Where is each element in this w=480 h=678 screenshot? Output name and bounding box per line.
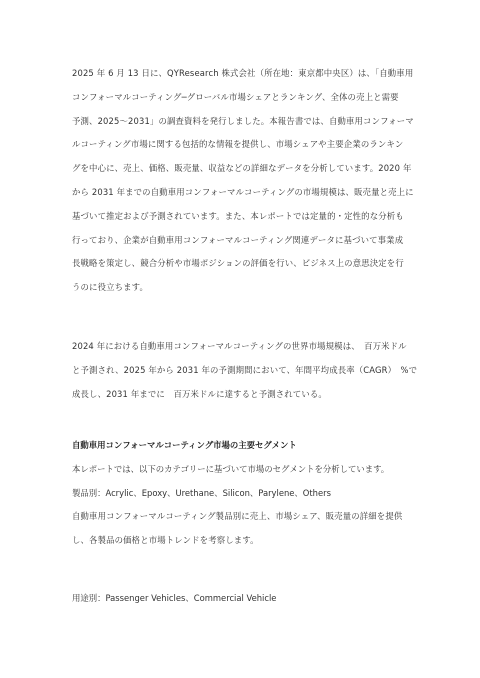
market-line: 成長し、2031 年までに 百万米ドルに達すると予測されている。: [72, 388, 327, 399]
market-line: 2024 年における自動車用コンフォーマルコーティングの世界市場規模は、 百万米ドル: [72, 341, 407, 351]
intro-line: 基づいて推定および予測されています。また、本レポートでは定量的・定性的な分析も: [72, 210, 404, 221]
intro-line: うのに役立ちます。: [72, 282, 149, 293]
intro-line: 予測、2025～2031」の調査資料を発行しました。本報告書では、自動車用コンフォーマ: [72, 115, 414, 126]
intro-line: 2025 年 6 月 13 日に、QYResearch 株式会社（所在地：東京都中央区）は、「自動車用: [72, 68, 414, 78]
intro-line: コンフォーマルコーティング─グローバル市場シェアとランキング、全体の売上と需要: [72, 91, 399, 102]
intro-line: から 2031 年までの自動車用コンフォーマルコーティングの市場規模は、販売量と売上に: [72, 186, 414, 197]
market-line: と予測され、2025 年から 2031 年の予測期間において、年間平均成長率（CAGR） %で: [72, 364, 418, 375]
intro-line: 行っており、企業が自動車用コンフォーマルコーティング関連データに基づいて事業成: [72, 234, 404, 245]
intro-line: ルコーティング市場に関する包括的な情報を提供し、市場シェアや主要企業のランキン: [72, 139, 404, 150]
segment-intro: 本レポートでは、以下のカテゴリーに基づいて市場のセグメントを分析しています。: [72, 463, 390, 474]
intro-line: 長戦略を策定し、競合分析や市場ポジションの評価を行い、ビジネス上の意思決定を行: [72, 258, 404, 269]
application-line: 用途別：Passenger Vehicles、Commercial Vehicle: [72, 593, 277, 603]
product-desc-line: 自動車用コンフォーマルコーティング製品別に売上、市場シェア、販売量の詳細を提供: [72, 511, 403, 522]
intro-paragraph: [72, 62, 416, 300]
product-desc-line: し、各製品の価格と市場トレンドを考察します。: [72, 535, 259, 546]
segment-section: [72, 434, 416, 553]
product-line: 製品別：Acrylic、Epoxy、Urethane、Silicon、Parylene、Others: [72, 487, 331, 498]
market-size-paragraph: [72, 335, 416, 406]
intro-line: グを中心に、売上、価格、販売量、収益などの詳細なデータを分析しています。2020 年: [72, 163, 412, 174]
segment-heading: 自動車用コンフォーマルコーティング市場の主要セグメント: [72, 440, 297, 450]
application-section: [72, 587, 416, 611]
